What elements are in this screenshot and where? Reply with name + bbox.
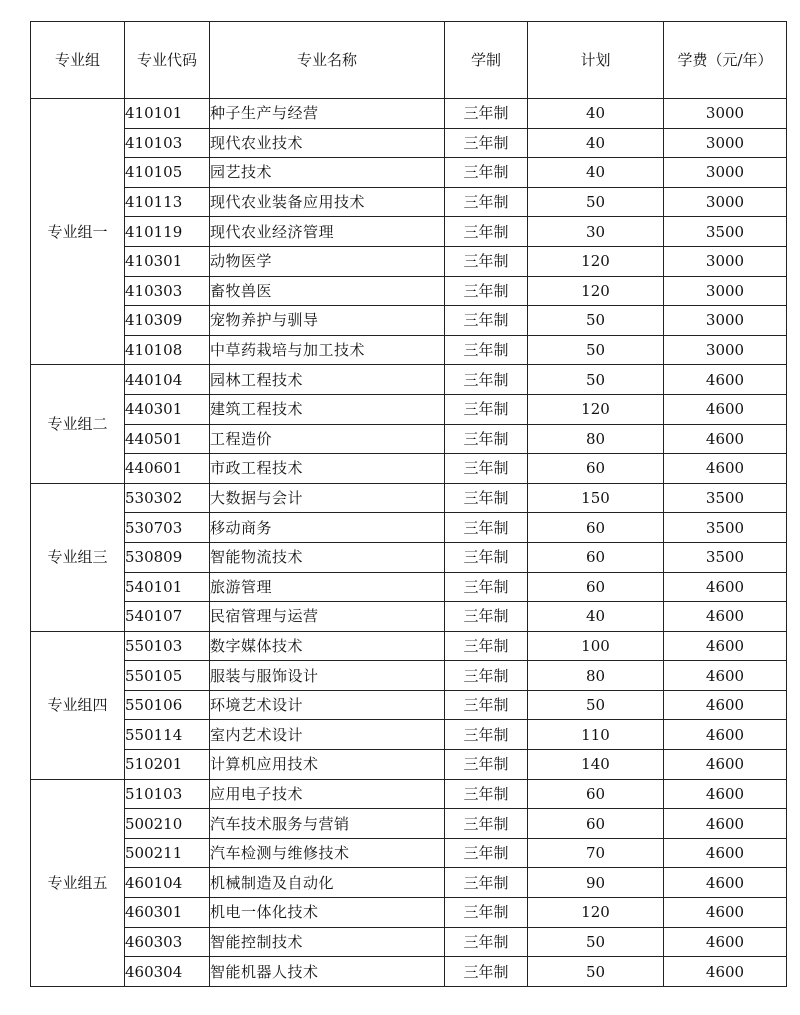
- duration-cell: 三年制: [445, 246, 528, 276]
- major-name-cell: 园艺技术: [210, 158, 445, 188]
- table-body: [31, 99, 787, 987]
- table-row: [31, 631, 787, 661]
- fee-cell: 4600: [664, 838, 787, 868]
- fee-cell: 3000: [664, 306, 787, 336]
- duration-cell: 三年制: [445, 483, 528, 513]
- plan-cell: 60: [528, 572, 664, 602]
- major-name-cell: 计算机应用技术: [210, 750, 445, 780]
- fee-cell: 4600: [664, 898, 787, 928]
- plan-cell: 80: [528, 424, 664, 454]
- table-row: [31, 483, 787, 513]
- header-fee: 学费（元/年）: [664, 22, 787, 99]
- table-row: [31, 187, 787, 217]
- major-code-cell: 550114: [125, 720, 210, 750]
- duration-cell: 三年制: [445, 187, 528, 217]
- fee-cell: 4600: [664, 957, 787, 987]
- table-row: [31, 365, 787, 395]
- major-code-cell: 410303: [125, 276, 210, 306]
- fee-cell: 4600: [664, 365, 787, 395]
- plan-cell: 40: [528, 99, 664, 129]
- table-row: [31, 217, 787, 247]
- table-row: [31, 306, 787, 336]
- plan-cell: 50: [528, 365, 664, 395]
- duration-cell: 三年制: [445, 661, 528, 691]
- major-name-cell: 数字媒体技术: [210, 631, 445, 661]
- table-row: [31, 809, 787, 839]
- plan-cell: 70: [528, 838, 664, 868]
- fee-cell: 3000: [664, 99, 787, 129]
- group-name-cell: 专业组二: [31, 365, 125, 483]
- major-name-cell: 应用电子技术: [210, 779, 445, 809]
- plan-cell: 40: [528, 158, 664, 188]
- major-code-cell: 550106: [125, 690, 210, 720]
- table-row: [31, 394, 787, 424]
- duration-cell: 三年制: [445, 454, 528, 484]
- plan-cell: 120: [528, 246, 664, 276]
- table-row: [31, 927, 787, 957]
- fee-cell: 3000: [664, 187, 787, 217]
- table-row: [31, 542, 787, 572]
- plan-cell: 60: [528, 454, 664, 484]
- plan-cell: 50: [528, 957, 664, 987]
- major-code-cell: 540101: [125, 572, 210, 602]
- major-name-cell: 机电一体化技术: [210, 898, 445, 928]
- duration-cell: 三年制: [445, 779, 528, 809]
- group-name-cell: 专业组三: [31, 483, 125, 631]
- fee-cell: 3000: [664, 158, 787, 188]
- major-name-cell: 旅游管理: [210, 572, 445, 602]
- group-name-cell: 专业组五: [31, 779, 125, 986]
- major-name-cell: 民宿管理与运营: [210, 602, 445, 632]
- major-code-cell: 540107: [125, 602, 210, 632]
- major-code-cell: 460304: [125, 957, 210, 987]
- header-duration: 学制: [445, 22, 528, 99]
- major-name-cell: 智能机器人技术: [210, 957, 445, 987]
- major-code-cell: 410119: [125, 217, 210, 247]
- fee-cell: 4600: [664, 602, 787, 632]
- major-name-cell: 机械制造及自动化: [210, 868, 445, 898]
- duration-cell: 三年制: [445, 128, 528, 158]
- fee-cell: 4600: [664, 809, 787, 839]
- major-name-cell: 种子生产与经营: [210, 99, 445, 129]
- table-row: [31, 868, 787, 898]
- plan-cell: 30: [528, 217, 664, 247]
- major-code-cell: 410309: [125, 306, 210, 336]
- duration-cell: 三年制: [445, 542, 528, 572]
- major-code-cell: 550105: [125, 661, 210, 691]
- plan-cell: 80: [528, 661, 664, 691]
- table-row: [31, 454, 787, 484]
- table-row: [31, 838, 787, 868]
- duration-cell: 三年制: [445, 690, 528, 720]
- major-name-cell: 园林工程技术: [210, 365, 445, 395]
- table-row: [31, 750, 787, 780]
- table-row: [31, 898, 787, 928]
- major-code-cell: 510103: [125, 779, 210, 809]
- header-group: 专业组: [31, 22, 125, 99]
- table-row: [31, 246, 787, 276]
- fee-cell: 4600: [664, 750, 787, 780]
- table-row: [31, 513, 787, 543]
- header-plan: 计划: [528, 22, 664, 99]
- fee-cell: 3000: [664, 128, 787, 158]
- plan-cell: 140: [528, 750, 664, 780]
- majors-table: [30, 21, 787, 987]
- major-name-cell: 服装与服饰设计: [210, 661, 445, 691]
- duration-cell: 三年制: [445, 957, 528, 987]
- major-name-cell: 汽车检测与维修技术: [210, 838, 445, 868]
- fee-cell: 4600: [664, 394, 787, 424]
- major-code-cell: 410301: [125, 246, 210, 276]
- major-code-cell: 510201: [125, 750, 210, 780]
- major-name-cell: 中草药栽培与加工技术: [210, 335, 445, 365]
- fee-cell: 4600: [664, 424, 787, 454]
- fee-cell: 3500: [664, 542, 787, 572]
- duration-cell: 三年制: [445, 602, 528, 632]
- duration-cell: 三年制: [445, 868, 528, 898]
- plan-cell: 60: [528, 809, 664, 839]
- major-code-cell: 460303: [125, 927, 210, 957]
- major-name-cell: 建筑工程技术: [210, 394, 445, 424]
- fee-cell: 4600: [664, 690, 787, 720]
- duration-cell: 三年制: [445, 99, 528, 129]
- fee-cell: 3500: [664, 513, 787, 543]
- major-name-cell: 大数据与会计: [210, 483, 445, 513]
- plan-cell: 120: [528, 394, 664, 424]
- major-code-cell: 530302: [125, 483, 210, 513]
- duration-cell: 三年制: [445, 750, 528, 780]
- major-name-cell: 动物医学: [210, 246, 445, 276]
- table-row: [31, 335, 787, 365]
- duration-cell: 三年制: [445, 394, 528, 424]
- major-code-cell: 410101: [125, 99, 210, 129]
- plan-cell: 40: [528, 602, 664, 632]
- major-name-cell: 现代农业装备应用技术: [210, 187, 445, 217]
- plan-cell: 90: [528, 868, 664, 898]
- major-code-cell: 440301: [125, 394, 210, 424]
- duration-cell: 三年制: [445, 898, 528, 928]
- fee-cell: 4600: [664, 454, 787, 484]
- plan-cell: 60: [528, 779, 664, 809]
- fee-cell: 4600: [664, 631, 787, 661]
- major-code-cell: 460104: [125, 868, 210, 898]
- table-row: [31, 957, 787, 987]
- table-row: [31, 661, 787, 691]
- major-code-cell: 530703: [125, 513, 210, 543]
- duration-cell: 三年制: [445, 306, 528, 336]
- major-code-cell: 440601: [125, 454, 210, 484]
- fee-cell: 4600: [664, 868, 787, 898]
- major-code-cell: 530809: [125, 542, 210, 572]
- table-row: [31, 690, 787, 720]
- header-code: 专业代码: [125, 22, 210, 99]
- major-name-cell: 智能物流技术: [210, 542, 445, 572]
- plan-cell: 50: [528, 690, 664, 720]
- major-code-cell: 410105: [125, 158, 210, 188]
- major-code-cell: 460301: [125, 898, 210, 928]
- header-name: 专业名称: [210, 22, 445, 99]
- group-name-cell: 专业组一: [31, 99, 125, 365]
- plan-cell: 120: [528, 898, 664, 928]
- major-code-cell: 410113: [125, 187, 210, 217]
- fee-cell: 4600: [664, 572, 787, 602]
- fee-cell: 3500: [664, 483, 787, 513]
- fee-cell: 3500: [664, 217, 787, 247]
- table-row: [31, 424, 787, 454]
- plan-cell: 120: [528, 276, 664, 306]
- duration-cell: 三年制: [445, 838, 528, 868]
- major-code-cell: 440501: [125, 424, 210, 454]
- duration-cell: 三年制: [445, 217, 528, 247]
- major-name-cell: 移动商务: [210, 513, 445, 543]
- table-row: [31, 720, 787, 750]
- duration-cell: 三年制: [445, 809, 528, 839]
- duration-cell: 三年制: [445, 513, 528, 543]
- fee-cell: 4600: [664, 720, 787, 750]
- fee-cell: 3000: [664, 335, 787, 365]
- fee-cell: 4600: [664, 927, 787, 957]
- fee-cell: 3000: [664, 276, 787, 306]
- major-name-cell: 智能控制技术: [210, 927, 445, 957]
- major-name-cell: 市政工程技术: [210, 454, 445, 484]
- table-row: [31, 602, 787, 632]
- major-name-cell: 畜牧兽医: [210, 276, 445, 306]
- duration-cell: 三年制: [445, 365, 528, 395]
- major-code-cell: 440104: [125, 365, 210, 395]
- plan-cell: 100: [528, 631, 664, 661]
- plan-cell: 40: [528, 128, 664, 158]
- major-code-cell: 500210: [125, 809, 210, 839]
- major-name-cell: 环境艺术设计: [210, 690, 445, 720]
- table-row: [31, 99, 787, 129]
- duration-cell: 三年制: [445, 927, 528, 957]
- major-name-cell: 宠物养护与驯导: [210, 306, 445, 336]
- plan-cell: 50: [528, 927, 664, 957]
- plan-cell: 150: [528, 483, 664, 513]
- major-name-cell: 现代农业技术: [210, 128, 445, 158]
- plan-cell: 60: [528, 513, 664, 543]
- major-name-cell: 室内艺术设计: [210, 720, 445, 750]
- duration-cell: 三年制: [445, 631, 528, 661]
- plan-cell: 60: [528, 542, 664, 572]
- fee-cell: 3000: [664, 246, 787, 276]
- duration-cell: 三年制: [445, 572, 528, 602]
- major-name-cell: 工程造价: [210, 424, 445, 454]
- table-row: [31, 572, 787, 602]
- major-code-cell: 410103: [125, 128, 210, 158]
- table-row: [31, 158, 787, 188]
- group-name-cell: 专业组四: [31, 631, 125, 779]
- table-row: [31, 779, 787, 809]
- major-code-cell: 550103: [125, 631, 210, 661]
- duration-cell: 三年制: [445, 335, 528, 365]
- plan-cell: 50: [528, 335, 664, 365]
- major-code-cell: 500211: [125, 838, 210, 868]
- major-name-cell: 现代农业经济管理: [210, 217, 445, 247]
- major-code-cell: 410108: [125, 335, 210, 365]
- plan-cell: 50: [528, 187, 664, 217]
- plan-cell: 110: [528, 720, 664, 750]
- plan-cell: 50: [528, 306, 664, 336]
- major-name-cell: 汽车技术服务与营销: [210, 809, 445, 839]
- duration-cell: 三年制: [445, 158, 528, 188]
- duration-cell: 三年制: [445, 276, 528, 306]
- fee-cell: 4600: [664, 779, 787, 809]
- table-row: [31, 276, 787, 306]
- duration-cell: 三年制: [445, 424, 528, 454]
- header-row: [31, 22, 787, 99]
- table-row: [31, 128, 787, 158]
- fee-cell: 4600: [664, 661, 787, 691]
- duration-cell: 三年制: [445, 720, 528, 750]
